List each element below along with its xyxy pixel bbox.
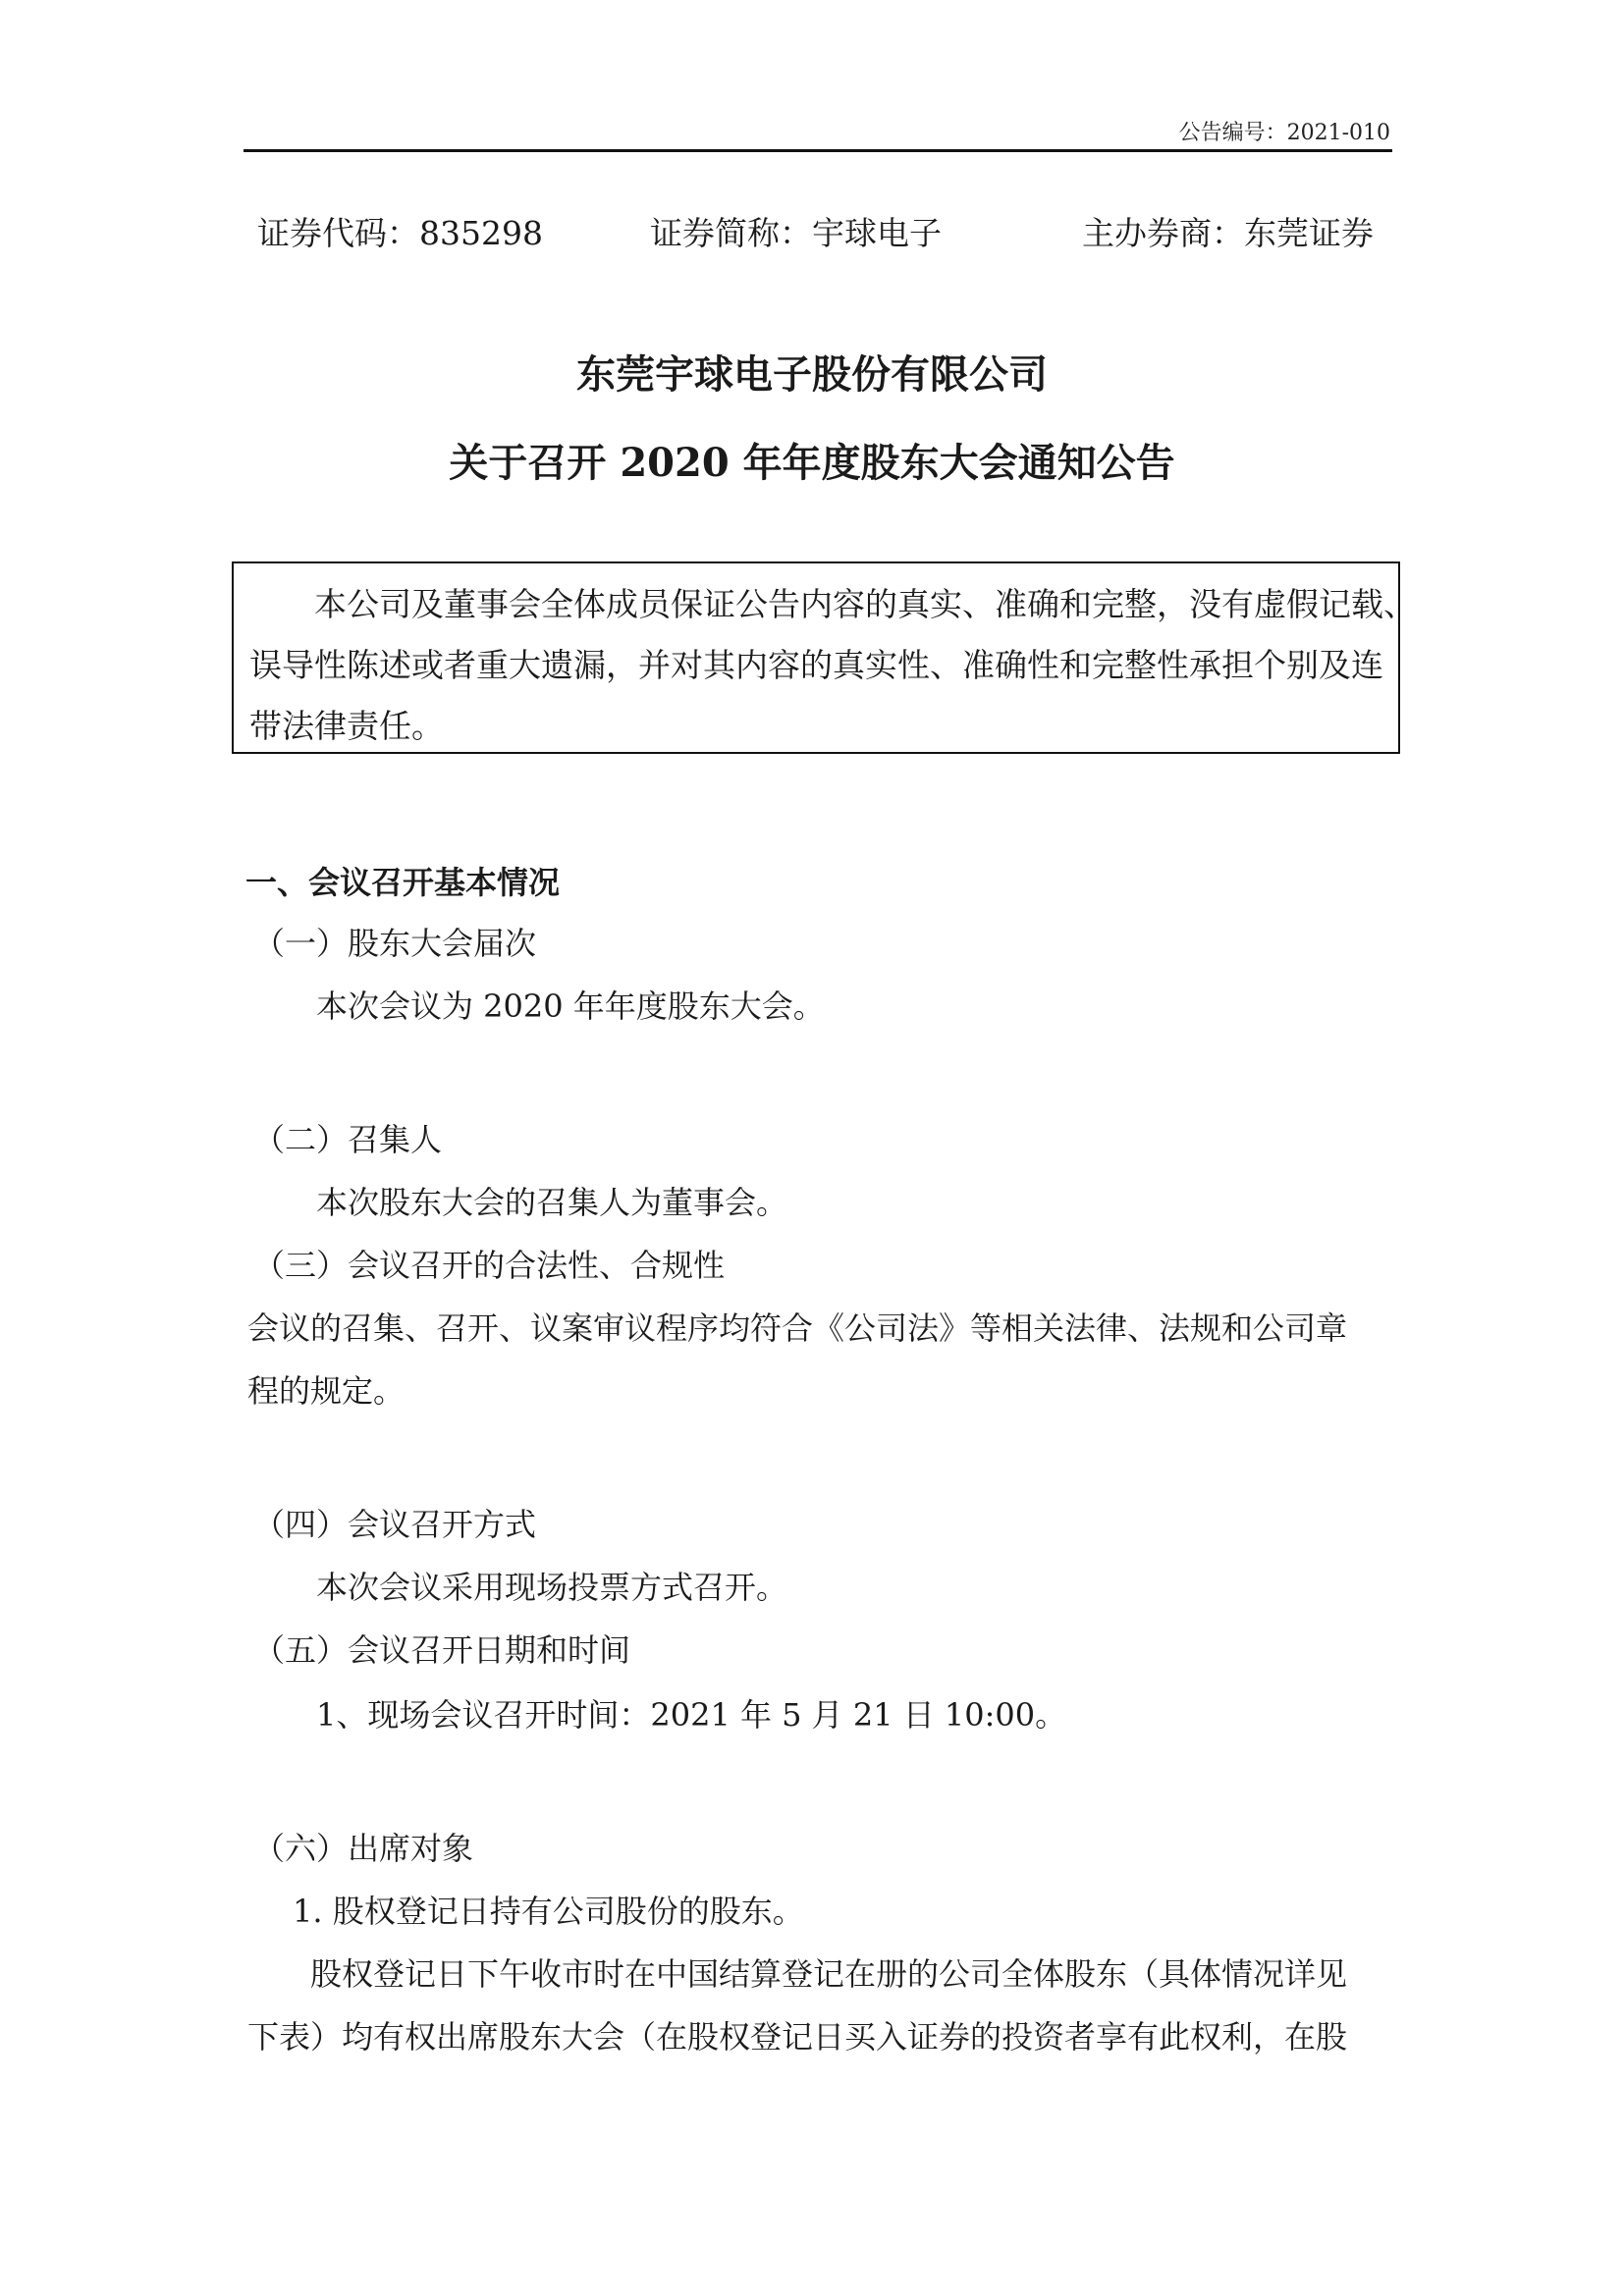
header-rule xyxy=(244,149,1392,152)
notice-line-1: 本公司及董事会全体成员保证公告内容的真实、准确和完整，没有虚假记载、 xyxy=(314,585,1416,623)
notice-line-2: 误导性陈述或者重大遗漏，并对其内容的真实性、准确性和完整性承担个别及连 xyxy=(249,646,1383,684)
subsection-item-6-1: 1. 股权登记日持有公司股份的股东。 xyxy=(293,1893,804,1930)
subsection-body-4: 本次会议采用现场投票方式召开。 xyxy=(316,1569,788,1606)
subsection-body-6-line-2: 下表）均有权出席股东大会（在股权登记日买入证券的投资者享有此权利，在股 xyxy=(247,2018,1348,2056)
company-title: 东莞宇球电子股份有限公司 xyxy=(576,351,1048,398)
subsection-body-3-line-2: 程的规定。 xyxy=(247,1372,406,1410)
section-heading: 一、会议召开基本情况 xyxy=(245,864,561,901)
subsection-heading-2: （二）召集人 xyxy=(253,1121,443,1158)
subsection-heading-4: （四）会议召开方式 xyxy=(253,1506,537,1543)
subsection-body-5: 1、现场会议召开时间：2021 年 5 月 21 日 10:00。 xyxy=(316,1696,1067,1734)
subsection-body-2: 本次股东大会的召集人为董事会。 xyxy=(316,1184,788,1221)
notice-number: 公告编号：2021-010 xyxy=(1178,121,1390,145)
security-short-name: 证券简称：宇球电子 xyxy=(650,214,942,252)
subsection-body-1: 本次会议为 2020 年年度股东大会。 xyxy=(316,988,825,1025)
subsection-heading-3: （三）会议召开的合法性、合规性 xyxy=(253,1247,726,1284)
subsection-body-3-line-1: 会议的召集、召开、议案审议程序均符合《公司法》等相关法律、法规和公司章 xyxy=(247,1309,1348,1347)
sponsor-broker: 主办券商：东莞证券 xyxy=(1082,214,1374,252)
announcement-title: 关于召开 2020 年年度股东大会通知公告 xyxy=(449,440,1175,486)
notice-line-3: 带法律责任。 xyxy=(249,707,444,745)
security-code: 证券代码：835298 xyxy=(257,214,543,252)
subsection-body-6-line-1: 股权登记日下午收市时在中国结算登记在册的公司全体股东（具体情况详见 xyxy=(310,1955,1348,1993)
subsection-heading-5: （五）会议召开日期和时间 xyxy=(253,1631,631,1669)
subsection-heading-6: （六）出席对象 xyxy=(253,1830,474,1867)
subsection-heading-1: （一）股东大会届次 xyxy=(253,925,537,962)
